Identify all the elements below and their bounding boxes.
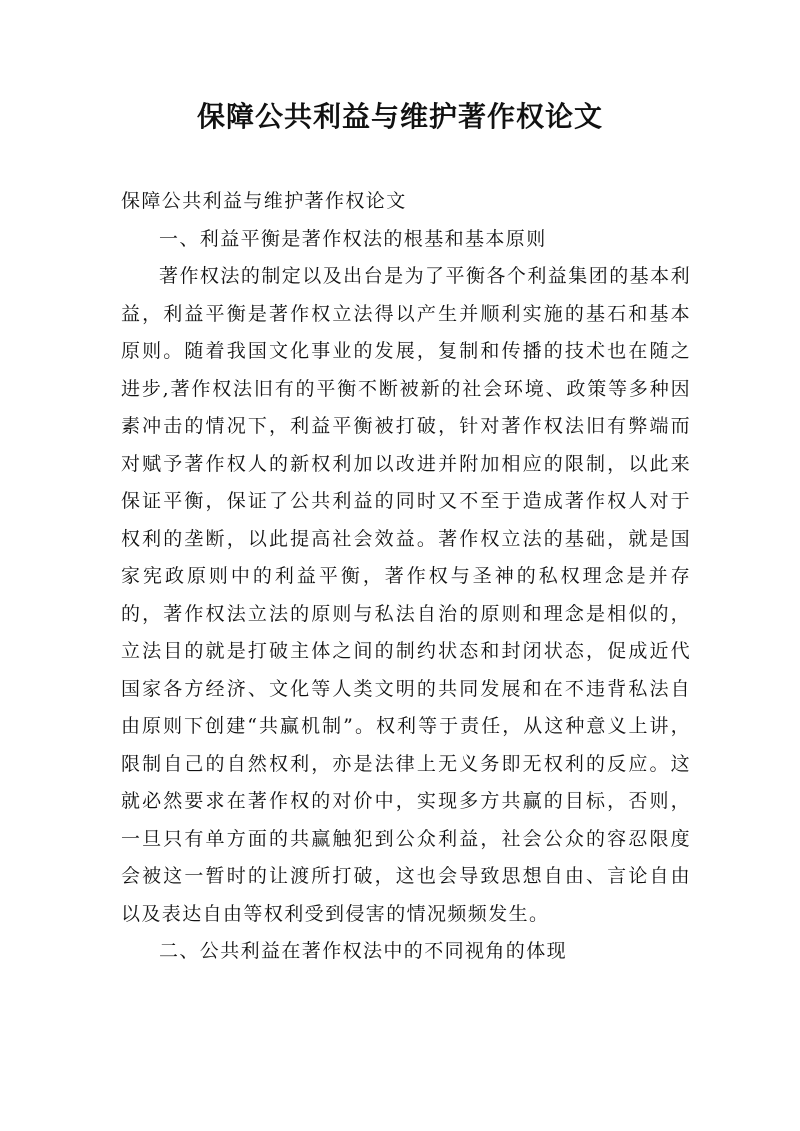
section-heading-1: 一、利益平衡是著作权法的根基和基本原则 xyxy=(159,227,547,250)
document-subtitle: 保障公共利益与维护著作权论文 xyxy=(121,190,407,212)
section-heading-2: 二、公共利益在著作权法中的不同视角的体现 xyxy=(159,940,568,962)
body-paragraph-1: 著作权法的制定以及出台是为了平衡各个利益集团的基本利益，利益平衡是著作权立法得以产生并顺利实施的基石和基本原则。随着我国文化事业的发展，复制和传播的技术也在随之进步,著作权法旧有的平衡不断被新的社会环境、政策等多种因素冲击的情况下，利益平衡被打破，针对著作权法旧有弊端而对赋予著作权人的新权利加以改进并附加相应的限制，以此来保证平衡，保证了公共利益的同时又不至于造成著作权人对于权利的垄断，以此提高社会效益。著作权立法的基础，就是国家宪政原则中的利益平衡，著作权与圣神的私权理念是并存的，著作权法立法的原则与私法自治的原则和理念是相似的，立法目的就是打破主体之间的制约状态和封闭状态，促成近代国家各方经济、文化等人类文明的共同发展和在不违背私法自由原则下创建“共赢机制”。权利等于责任，从这种意义上讲，限制自己的自然权利，亦是法律上无义务即无权利的反应。这就必然要求在著作权的对价中，实现多方共赢的目标，否则，一旦只有单方面的共赢触犯到公众利益，社会公众的容忍限度会被这一暂时的让渡所打破，这也会导致思想自由、言论自由以及表达自由等权利受到侵害的情况频频发生。 xyxy=(121,265,691,925)
document-body xyxy=(121,183,691,971)
document-title: 保障公共利益与维护著作权论文 xyxy=(196,100,603,133)
